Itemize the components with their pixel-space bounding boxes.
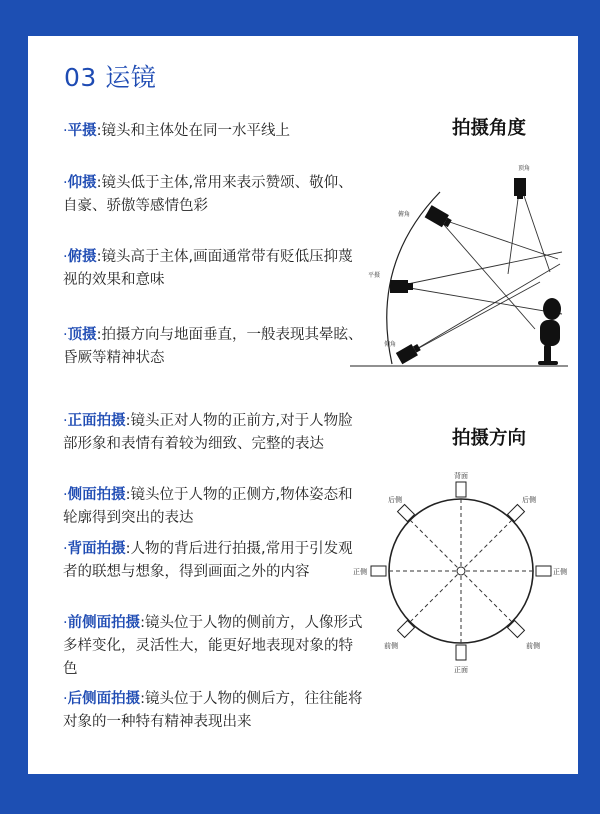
label-top: 顶角 [518, 165, 531, 172]
subject-point [457, 567, 465, 575]
label-low: 仰角 [384, 341, 397, 348]
direction-diagram-title: 拍摄方向 [452, 428, 527, 449]
angle-item-top: ·顶摄:拍摄方向与地面垂直，一般表现其晕眩、昏厥等精神状态 [63, 327, 363, 366]
item-text: :镜头位于人物的正侧方,物体姿态和轮廓得到突出的表达 [63, 487, 353, 526]
item-text: :镜头正对人物的正前方,对于人物脸部形象和表情有着较为细致、完整的表达 [63, 413, 353, 452]
item-text: :拍摄方向与地面垂直，一般表现其晕眩、昏厥等精神状态 [63, 327, 363, 366]
item-text: :镜头低于主体,常用来表示赞颂、敬仰、自豪、骄傲等感情色彩 [63, 175, 353, 214]
item-key: 背面拍摄 [67, 541, 126, 557]
item-text: :镜头高于主体,画面通常带有贬低压抑蔑视的效果和意味 [63, 249, 353, 288]
item-key: 平摄 [67, 123, 97, 139]
label-back-right: 后侧 [522, 496, 536, 504]
item-text: :镜头位于人物的侧后方，往往能将对象的一种特有精神表现出来 [63, 691, 363, 730]
item-key: 侧面拍摄 [67, 487, 126, 503]
page-title: 03 运镜 [64, 63, 157, 92]
direction-item-front: ·正面拍摄:镜头正对人物的正前方,对于人物脸部形象和表情有着较为细致、完整的表达 [63, 413, 353, 452]
label-back-left: 后侧 [388, 496, 402, 504]
label-front-left: 前侧 [384, 642, 398, 650]
item-key: 仰摄 [67, 175, 97, 191]
content-card [28, 36, 578, 774]
camera-high-icon [425, 205, 454, 230]
label-high: 俯角 [398, 211, 411, 218]
item-key: 正面拍摄 [67, 413, 126, 429]
label-front: 正面 [454, 666, 468, 674]
item-text: :人物的背后进行拍摄,常用于引发观者的联想与想象，得到画面之外的内容 [63, 541, 353, 580]
angle-diagram-title: 拍摄角度 [452, 118, 527, 139]
label-right: 正侧 [553, 568, 567, 576]
label-left: 正侧 [353, 568, 367, 576]
item-key: 前侧面拍摄 [67, 615, 141, 631]
camera-low-icon [396, 341, 422, 364]
item-key: 俯摄 [67, 249, 97, 265]
direction-item-side: ·侧面拍摄:镜头位于人物的正侧方,物体姿态和轮廓得到突出的表达 [63, 487, 353, 526]
label-front-right: 前侧 [526, 642, 540, 650]
item-text: :镜头和主体处在同一水平线上 [96, 123, 290, 139]
sight-lines [398, 184, 562, 354]
direction-item-back-side: ·后侧面拍摄:镜头位于人物的侧后方，往往能将对象的一种特有精神表现出来 [63, 691, 363, 730]
camera-angle-diagram [340, 154, 570, 374]
item-key: 后侧面拍摄 [67, 691, 141, 707]
label-level: 平摄 [368, 272, 381, 279]
direction-item-back: ·背面拍摄:人物的背后进行拍摄,常用于引发观者的联想与想象，得到画面之外的内容 [63, 541, 353, 580]
item-text: :镜头位于人物的侧前方，人像形式多样变化，灵活性大，能更好地表现对象的特色 [63, 615, 363, 677]
camera-direction-diagram [348, 466, 573, 681]
angle-item-high: ·俯摄:镜头高于主体,画面通常带有贬低压抑蔑视的效果和意味 [63, 249, 353, 288]
angle-item-low: ·仰摄:镜头低于主体,常用来表示赞颂、敬仰、自豪、骄傲等感情色彩 [63, 175, 353, 214]
camera-level-icon [390, 280, 413, 293]
camera-top-icon [514, 178, 526, 199]
direction-item-front-side: ·前侧面拍摄:镜头位于人物的侧前方，人像形式多样变化，灵活性大，能更好地表现对象的特色 [63, 615, 363, 677]
person-figure [538, 298, 561, 365]
angle-item-level: ·平摄:镜头和主体处在同一水平线上 [63, 123, 290, 139]
label-back: 背面 [454, 472, 468, 480]
item-key: 顶摄 [67, 327, 97, 343]
